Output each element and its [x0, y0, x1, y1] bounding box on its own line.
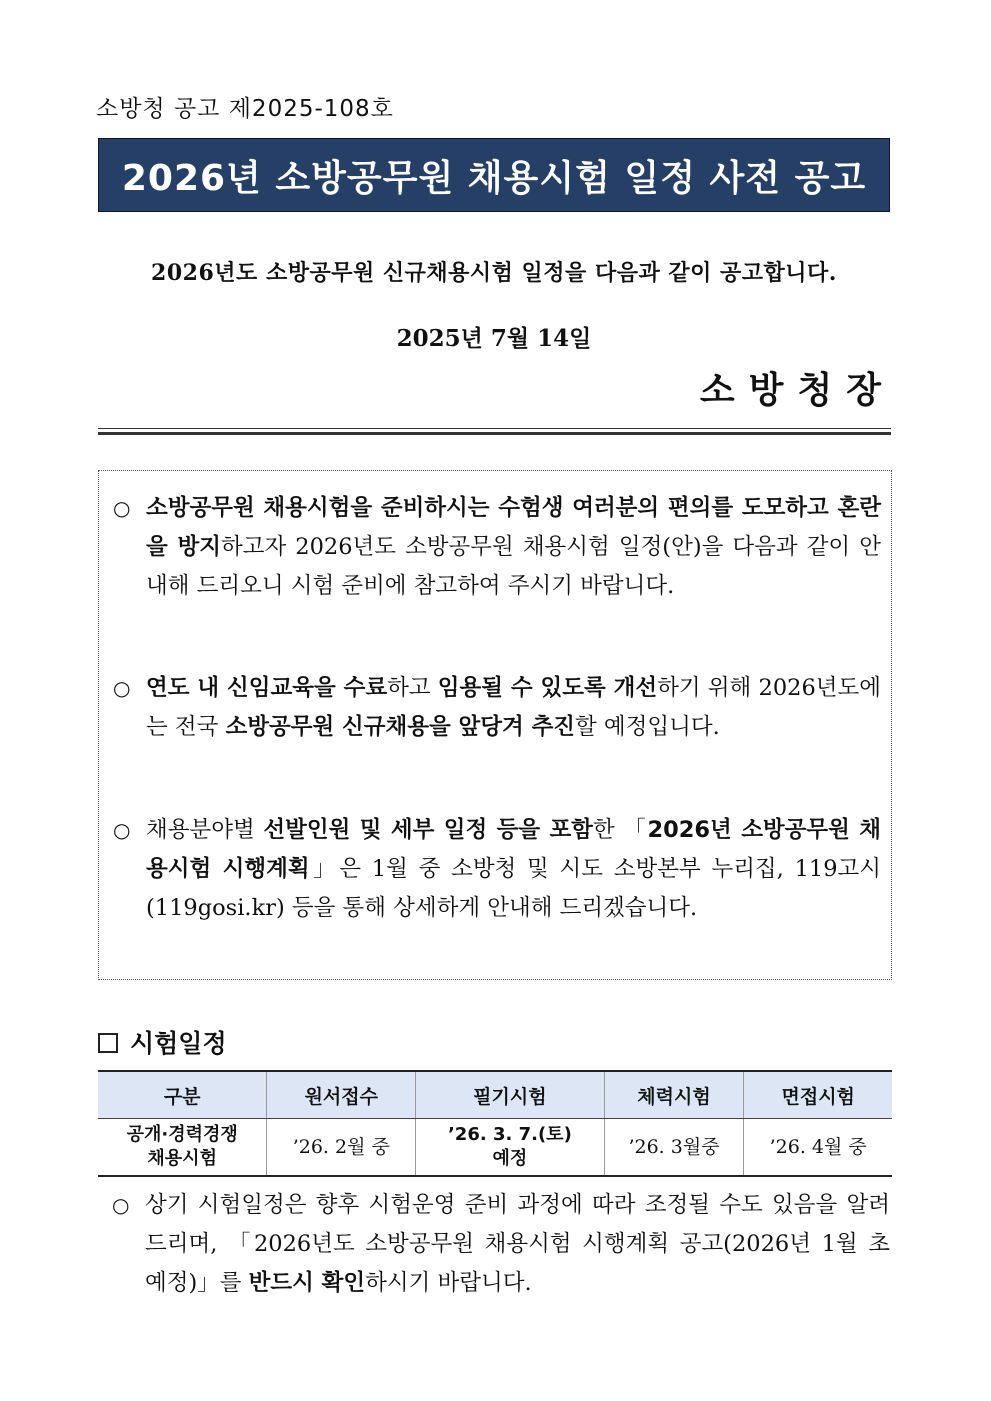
table-row: [98, 1119, 892, 1177]
announcement-date: 2025년 7월 14일: [396, 325, 592, 352]
emphasis-text: 반드시 확인: [248, 1270, 366, 1296]
info-box: [98, 470, 892, 980]
body-text: 하시기 바랍니다.: [365, 1270, 532, 1296]
body-text: 한 「: [592, 817, 648, 843]
cell-written: ’26. 3. 7.(토) 예정: [416, 1119, 604, 1177]
divider-thick: [98, 432, 891, 435]
footnote-paragraph: [98, 1186, 892, 1303]
emphasis-text: 임용될 수 있도록 개선: [437, 675, 658, 701]
emphasis-text: 2026년 소방공무원 채용시험 시행계획: [146, 817, 881, 882]
signer: 소방청장: [699, 369, 895, 411]
body-text: 할 예정입니다.: [575, 714, 720, 740]
circle-bullet-icon: ○: [113, 496, 131, 520]
emphasis-text: 선발인원 및 세부 일정 등을 포함: [263, 817, 593, 843]
intro-statement: 2026년도 소방공무원 신규채용시험 일정을 다음과 같이 공고합니다.: [151, 260, 837, 286]
paragraph-text: [146, 489, 881, 606]
body-text: 하기 위해 2026년도에는 전국: [146, 675, 881, 740]
header-category: 구분: [98, 1071, 267, 1119]
emphasis-text: 소방공무원 신규채용을 앞당겨 추진: [225, 714, 576, 740]
body-text: 채용분야별: [146, 817, 264, 843]
section-heading-schedule: [98, 1024, 227, 1060]
body-text: 상기 시험일정은 향후 시험운영 준비 과정에 따라 조정될 수도 있음을 알려드리며, 「2026년도 소방공무원 채용시험 시행계획 공고(2026년 1월 초 예정)」를: [145, 1192, 890, 1296]
circle-bullet-icon: ○: [113, 818, 131, 842]
divider-thin: [98, 428, 891, 429]
paragraph-text: [146, 669, 881, 747]
section-heading-label: 시험일정: [130, 1029, 227, 1058]
header-application: 원서접수: [267, 1071, 416, 1119]
title-banner: [98, 138, 890, 212]
header-physical: 체력시험: [604, 1071, 744, 1119]
footnote-text: [145, 1186, 890, 1303]
cell-interview: ’26. 4월 중: [744, 1119, 892, 1177]
checkbox-square-icon: [98, 1033, 118, 1053]
circle-bullet-icon: ○: [112, 1193, 130, 1217]
cell-physical: ’26. 3월중: [604, 1119, 744, 1177]
cell-application: ’26. 2월 중: [267, 1119, 416, 1177]
body-text: 하고자 2026년도 소방공무원 채용시험 일정(안)을 다음과 같이 안내해 드리오니 시험 준비에 참고하여 주시기 바랍니다.: [146, 534, 881, 599]
emphasis-text: 소방공무원 채용시험을 준비하시는 수험생 여러분의 편의를 도모하고 혼란을 방지: [146, 495, 881, 560]
notice-number: 소방청 공고 제2025-108호: [96, 96, 394, 122]
page-title: 2026년 소방공무원 채용시험 일정 사전 공고: [121, 157, 867, 199]
schedule-table: [98, 1070, 892, 1177]
table-header-row: [98, 1071, 892, 1119]
circle-bullet-icon: ○: [113, 676, 131, 700]
body-text: 하고: [387, 675, 438, 701]
header-written: 필기시험: [416, 1071, 604, 1119]
info-paragraph-2: [99, 669, 891, 747]
info-paragraph-1: [99, 489, 891, 606]
emphasis-text: 연도 내 신임교육을 수료: [146, 675, 388, 701]
paragraph-text: [146, 811, 881, 928]
header-interview: 면접시험: [744, 1071, 892, 1119]
body-text: 」은 1월 중 소방청 및 시도 소방본부 누리집, 119고시(119gosi.kr) 등을 통해 상세하게 안내해 드리겠습니다.: [146, 856, 881, 921]
cell-category: 공개·경력경쟁 채용시험: [98, 1119, 267, 1177]
info-paragraph-3: [99, 811, 891, 928]
